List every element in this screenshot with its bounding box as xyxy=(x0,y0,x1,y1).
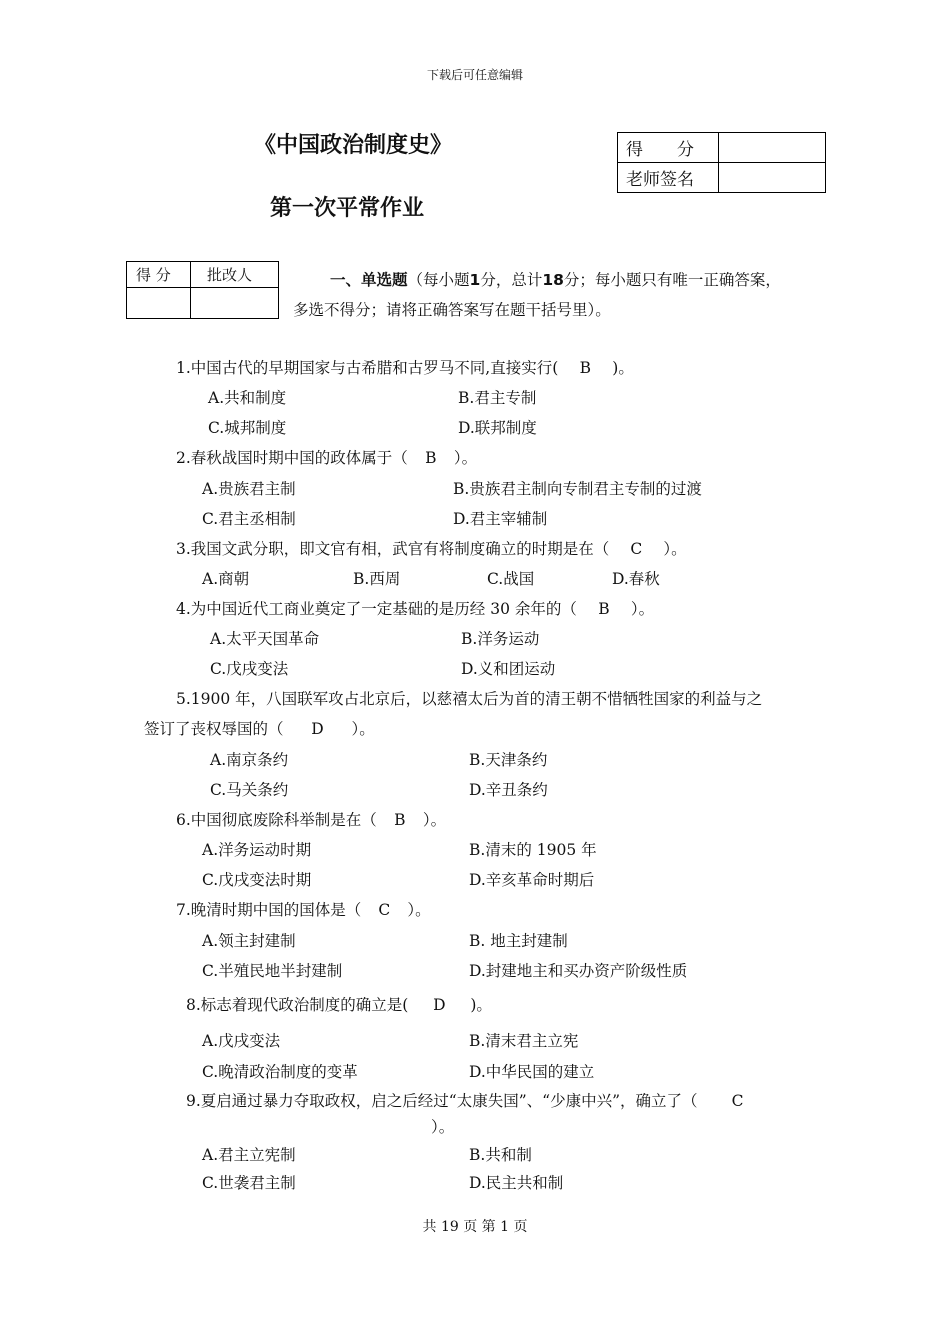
grader-box xyxy=(126,261,279,319)
question-9-close: ）。 xyxy=(431,1118,455,1136)
document-title: 《中国政治制度史》 xyxy=(254,133,453,158)
question-number: 8. xyxy=(186,996,201,1014)
option-b: B.洋务运动 xyxy=(461,630,540,648)
question-1 xyxy=(176,356,634,378)
option-d: D.民主共和制 xyxy=(469,1174,564,1192)
section-rule-num: 18 xyxy=(542,271,564,289)
option-d: D.封建地主和买办资产阶级性质 xyxy=(469,962,688,980)
option-a: A.君主立宪制 xyxy=(202,1146,296,1164)
page-footer: 共 19 页 第 1 页 xyxy=(422,1219,528,1235)
grader-score-label: 得 分 xyxy=(127,262,191,288)
grader-name-label: 批改人 xyxy=(191,262,279,288)
option-c: C.世袭君主制 xyxy=(202,1174,296,1192)
option-d: D.义和团运动 xyxy=(461,660,556,678)
option-c: C.半殖民地半封建制 xyxy=(202,962,343,980)
grader-score-cell xyxy=(127,288,191,319)
score-signature-box xyxy=(617,132,826,193)
question-number: 3. xyxy=(176,540,191,558)
option-b: B.清末的 1905 年 xyxy=(469,841,597,859)
answer: B xyxy=(579,359,591,377)
option-d: D.君主宰辅制 xyxy=(453,510,548,528)
option-d: D.辛亥革命时期后 xyxy=(469,871,595,889)
section-title: 一、单选题 xyxy=(330,271,408,289)
document-subtitle: 第一次平常作业 xyxy=(270,196,425,221)
question-stem: 晚清时期中国的国体是（ xyxy=(190,901,362,919)
answer: C xyxy=(731,1092,744,1110)
option-a: A.领主封建制 xyxy=(202,932,296,950)
question-stem: 中国古代的早期国家与古希腊和古罗马不同,直接实行( xyxy=(190,359,559,377)
question-number: 2. xyxy=(176,449,191,467)
option-b: B.贵族君主制向专制君主专制的过渡 xyxy=(453,480,702,498)
question-number: 1. xyxy=(176,359,191,377)
question-close: )。 xyxy=(470,996,492,1014)
option-a: A.商朝 xyxy=(202,570,250,588)
option-c: C.戊戌变法 xyxy=(210,660,289,678)
question-stem: 我国文武分职，即文官有相，武官有将制度确立的时期是在（ xyxy=(190,540,610,558)
option-d: D.春秋 xyxy=(612,570,660,588)
question-stem: 中国彻底废除科举制是在（ xyxy=(190,811,377,829)
question-close: ）。 xyxy=(407,901,431,919)
section-heading xyxy=(330,268,781,290)
section-rule-part: 分；每小题只有唯一正确答案， xyxy=(563,271,781,289)
section-rule-part: （每小题 xyxy=(407,271,470,289)
option-c: C.战国 xyxy=(487,570,535,588)
question-close: ）。 xyxy=(663,540,687,558)
answer: C xyxy=(378,901,391,919)
question-number: 7. xyxy=(176,901,191,919)
question-close: ）。 xyxy=(453,449,478,467)
answer: C xyxy=(630,540,643,558)
section-rule-part: 分，总计 xyxy=(480,271,543,289)
question-5 xyxy=(176,687,762,709)
question-6 xyxy=(176,808,446,830)
option-c: C.城邦制度 xyxy=(208,419,287,437)
question-3 xyxy=(176,537,687,559)
question-number: 5. xyxy=(176,690,191,708)
question-number: 9. xyxy=(186,1092,201,1110)
header-note: 下载后可任意编辑 xyxy=(426,68,523,82)
option-b: B.清末君主立宪 xyxy=(469,1032,579,1050)
question-number: 4. xyxy=(176,600,191,618)
option-b: B.君主专制 xyxy=(458,389,537,407)
question-stem: 标志着现代政治制度的确立是( xyxy=(200,996,409,1014)
section-rule-line2: 多选不得分；请将正确答案写在题干括号里）。 xyxy=(293,301,611,319)
option-a: A.太平天国革命 xyxy=(210,630,320,648)
question-stem: 春秋战国时期中国的政体属于（ xyxy=(190,449,408,467)
option-d: D.联邦制度 xyxy=(458,419,537,437)
option-b: B.天津条约 xyxy=(469,751,548,769)
grader-name-cell xyxy=(191,288,279,319)
option-a: A.洋务运动时期 xyxy=(202,841,312,859)
question-stem: 为中国近代工商业奠定了一定基础的是历经 30 余年的（ xyxy=(190,600,577,618)
option-c: C.戊戌变法时期 xyxy=(202,871,312,889)
teacher-signature-label: 老师签名 xyxy=(618,163,719,193)
score-label: 得 分 xyxy=(618,133,719,163)
option-a: A.共和制度 xyxy=(208,389,287,407)
answer: D xyxy=(311,720,324,738)
question-close: ）。 xyxy=(630,600,655,618)
option-b: B.共和制 xyxy=(469,1146,532,1164)
option-c: C.马关条约 xyxy=(210,781,289,799)
option-d: D.中华民国的建立 xyxy=(469,1063,595,1081)
option-d: D.辛丑条约 xyxy=(469,781,548,799)
question-number: 6. xyxy=(176,811,191,829)
option-c: C.君主丞相制 xyxy=(202,510,296,528)
option-a: A.南京条约 xyxy=(210,751,289,769)
option-c: C.晚清政治制度的变革 xyxy=(202,1063,358,1081)
answer: B xyxy=(425,449,437,467)
question-stem: 签订了丧权辱国的（ xyxy=(144,720,284,738)
section-rule-num: 1 xyxy=(469,271,481,289)
question-2 xyxy=(176,446,477,468)
question-close: )。 xyxy=(612,359,634,377)
question-close: ）。 xyxy=(422,811,447,829)
question-stem: 1900 年，八国联军攻占北京后，以慈禧太后为首的清王朝不惜牺牲国家的利益与之 xyxy=(190,690,763,708)
question-7 xyxy=(176,898,431,920)
answer: B xyxy=(598,600,610,618)
teacher-signature-cell xyxy=(719,163,826,193)
question-5-line2 xyxy=(144,717,375,739)
question-4 xyxy=(176,597,654,619)
score-cell xyxy=(719,133,826,163)
question-stem: 夏启通过暴力夺取政权，启之后经过“太康失国”、“少康中兴”，确立了（ xyxy=(200,1092,698,1110)
option-b: B. 地主封建制 xyxy=(469,932,568,950)
answer: B xyxy=(394,811,406,829)
question-9 xyxy=(186,1089,744,1111)
option-a: A.戊戌变法 xyxy=(202,1032,281,1050)
question-close: ）。 xyxy=(351,720,375,738)
option-a: A.贵族君主制 xyxy=(202,480,296,498)
option-b: B.西周 xyxy=(353,570,401,588)
question-8 xyxy=(186,993,492,1015)
answer: D xyxy=(433,996,446,1014)
